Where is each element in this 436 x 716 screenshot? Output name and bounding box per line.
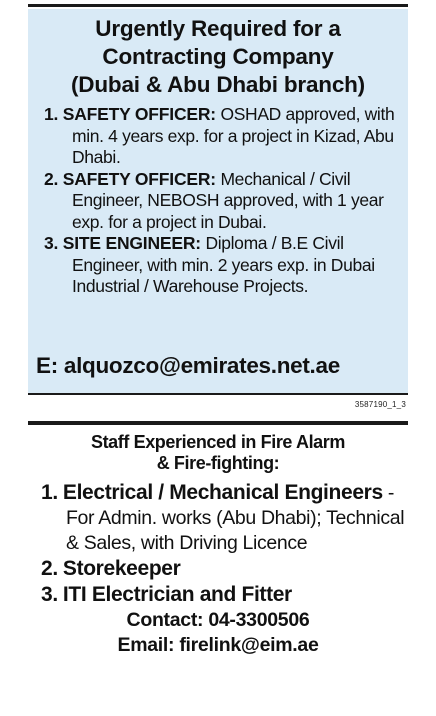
top-rule (28, 4, 408, 7)
job-item (36, 480, 408, 556)
job-number: 2. (41, 557, 58, 580)
ad2-contact-email: Email: firelink@eim.ae (117, 634, 319, 656)
job-number: 1. (41, 481, 58, 504)
job-detail: Mechanical / Civil Engineer, NEBOSH approved, with 1 year exp. for a project in Dubai. (72, 168, 384, 232)
ad1-reference-number: 3587190_1_3 (354, 400, 406, 409)
job-detail: - For Admin. works (Abu Dhabi); Technical & Sales, with Driving Licence (66, 482, 405, 554)
ad-fire-alarm-staff (28, 426, 408, 658)
ad2-job-list (28, 480, 408, 608)
job-item (38, 104, 408, 169)
ad2-contact-phone: Contact: 04-3300506 (126, 609, 310, 631)
ad2-heading-line: & Fire-fighting: (156, 453, 280, 473)
job-item (36, 582, 408, 608)
ad1-title-line: Contracting Company (102, 44, 334, 69)
job-number: 1. (44, 104, 59, 124)
job-role: SITE ENGINEER: (62, 233, 201, 253)
job-role: Electrical / Mechanical Engineers (62, 481, 383, 504)
job-item (38, 233, 408, 298)
job-role: SAFETY OFFICER: (62, 168, 216, 189)
job-item (38, 169, 408, 234)
job-role: Storekeeper (62, 557, 181, 580)
job-number: 3. (41, 583, 58, 606)
job-number: 2. (44, 168, 59, 189)
ad1-title-line: Urgently Required for a (95, 16, 341, 41)
ad-separator-rule (28, 421, 408, 425)
job-item (36, 556, 408, 582)
ad1-job-list (28, 104, 408, 298)
ad2-heading (28, 426, 408, 474)
job-detail: Diploma / B.E Civil Engineer, with min. 2 years exp. in Dubai Industrial / Warehouse Projects. (72, 233, 375, 296)
ad1-bottom-rule (28, 393, 408, 395)
ad2-heading-line: Staff Experienced in Fire Alarm (90, 432, 345, 452)
ad1-title-line: (Dubai & Abu Dhabi branch) (71, 72, 365, 97)
job-detail: OSHAD approved, with min. 4 years exp. for a project in Kizad, Abu Dhabi. (72, 104, 395, 167)
job-number: 3. (44, 233, 59, 253)
job-role: SAFETY OFFICER: (62, 104, 216, 124)
ad-contracting-company (28, 9, 408, 393)
job-role: ITI Electrician and Fitter (62, 583, 292, 606)
ad1-email: E: alquozco@emirates.net.ae (36, 353, 340, 378)
ad1-title (28, 9, 408, 99)
